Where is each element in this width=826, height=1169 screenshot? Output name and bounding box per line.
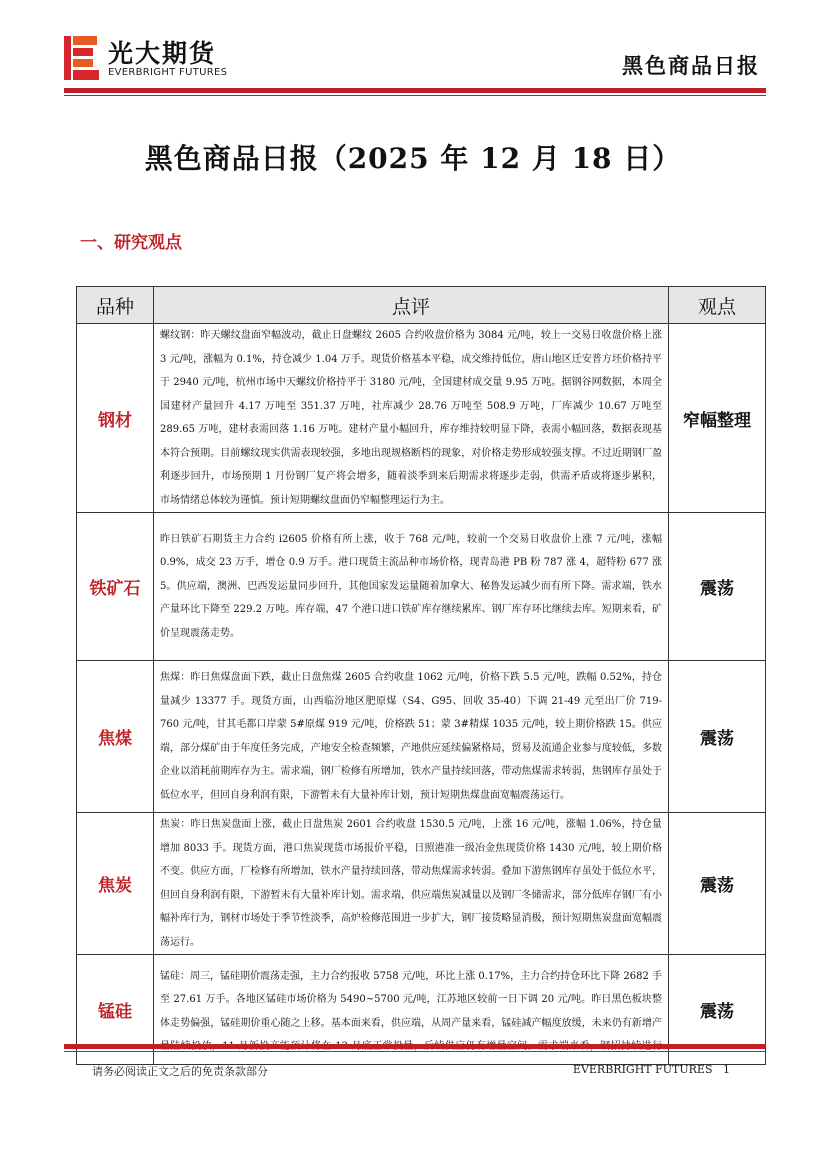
variety-comment: 螺纹钢：昨天螺纹盘面窄幅波动，截止日盘螺纹 2605 合约收盘价格为 3084 元/吨，较上一交易日收盘价格上涨 3 元/吨，涨幅为 0.1%，持仓减少 1.04 万手。现货价格基本平稳，成交维持低位，唐山地区迁安普方坯价格持平于 2940 元/吨，杭州市场中天螺纹价格持平于 3180 元/吨，全国建材成交量 9.95 万吨。据钢谷网数据，本周全国建材产量回升 4.17 万吨至 351.37 万吨，社库减少 28.76 万吨至 508.9 万吨，厂库减少 10.67 万吨至 289.65 万吨，建材表需回落 1.16 万吨。建材产量小幅回升，库存维持较明显下降，表需小幅回落，数据表现基本符合预期。目前螺纹现实供需表现较强，多地出现规格断档的现象，对价格走势形成较强支撑。不过近期钢厂盈利逐步回升，市场预期 1 月份钢厂复产将会增多，随着淡季到来后期需求将逐步走弱，供需矛盾或将逐步累积，市场情绪总体较为谨慎。预计短期螺纹盘面仍窄幅整理运行为主。	[154, 324, 669, 513]
variety-name: 铁矿石	[77, 513, 154, 661]
variety-comment: 焦炭：昨日焦炭盘面上涨，截止日盘焦炭 2601 合约收盘 1530.5 元/吨，上涨 16 元/吨，涨幅 1.06%，持仓量增加 8033 手。现货方面，港口焦炭现货市场报价平稳，日照港准一级冶金焦现货价格 1430 元/吨，较上期价格不变。供应方面，厂检修有所增加，铁水产量持续回落，带动焦煤需求转弱。叠加下游焦钢库存虽处于低位水平，但回自身利润有限，下游暂未有大量补库计划。需求端，供应端焦炭减量以及钢厂冬储需求，部分低库存钢厂有小幅补库行为，钢材市场处于季节性淡季，高炉检修范围进一步扩大，钢厂接货略显消极，预计短期焦炭盘面宽幅震荡运行。	[154, 813, 669, 955]
footer-brand-page	[573, 1063, 730, 1076]
variety-view: 震荡	[669, 955, 766, 1065]
column-header-variety: 品种	[77, 287, 154, 324]
everbright-logo-icon	[64, 36, 100, 80]
footer-divider	[64, 1044, 766, 1049]
page-header	[0, 0, 826, 100]
research-views-table	[76, 286, 766, 1065]
section-heading: 一、研究观点	[80, 233, 182, 253]
page-number: 1	[723, 1063, 730, 1076]
footer-brand: EVERBRIGHT FUTURES	[572, 1063, 713, 1076]
column-header-view: 观点	[669, 287, 766, 324]
variety-comment: 昨日铁矿石期货主力合约 i2605 价格有所上涨，收于 768 元/吨，较前一个交易日收盘价上涨 7 元/吨，涨幅 0.9%，成交 23 万手，增仓 0.9 万手。港口现货主流品种市场价格，现青岛港 PB 粉 787 涨 4，超特粉 677 涨 5。供应端，澳洲、巴西发运量同步回升，其他国家发运量随着加拿大、秘鲁发运减少而有所下降。需求端，铁水产量环比下降至 229.2 万吨。库存端，47 个港口进口铁矿库存继续累库、钢厂库存环比继续去库。短期来看，矿价呈现震荡走势。	[154, 513, 669, 661]
table-row	[77, 813, 766, 955]
logo-text-en: EVERBRIGHT FUTURES	[108, 67, 228, 78]
page-title: 黑色商品日报（2025 年 12 月 18 日）	[144, 142, 682, 175]
report-name: 黑色商品日报	[622, 54, 760, 78]
variety-comment: 焦煤：昨日焦煤盘面下跌，截止日盘焦煤 2605 合约收盘 1062 元/吨，价格下跌 5.5 元/吨，跌幅 0.52%，持仓量减少 13377 手。现货方面，山西临汾地区肥原煤（S4、G95、回收 35-40）下调 21-49 元至出厂价 719-760 元/吨，甘其毛都口岸蒙 5#原煤 919 元/吨，价格跌 51；蒙 3#精煤 1035 元/吨，较上期价格跌 15。供应端，部分煤矿由于年度任务完成，产地安全检查频繁，产地供应延续偏紧格局，贸易及流通企业参与度较低，多数企业以消耗前期库存为主。需求端，钢厂检修有所增加，铁水产量持续回落，带动焦煤需求转弱，焦钢库存虽处于低位水平，但回自身利润有限，下游暂未有大量补库计划，预计短期焦煤盘面宽幅震荡运行。	[154, 661, 669, 813]
variety-name: 锰硅	[77, 955, 154, 1065]
table-row	[77, 513, 766, 661]
variety-view: 震荡	[669, 661, 766, 813]
column-header-comment: 点评	[154, 287, 669, 324]
variety-name: 钢材	[77, 324, 154, 513]
header-divider-thin	[64, 95, 766, 96]
footer-disclaimer: 请务必阅读正文之后的免责条款部分	[92, 1065, 268, 1078]
header-divider	[64, 88, 766, 93]
variety-name: 焦煤	[77, 661, 154, 813]
variety-view: 震荡	[669, 513, 766, 661]
table-row	[77, 661, 766, 813]
table-header-row	[77, 287, 766, 324]
table-row	[77, 324, 766, 513]
variety-name: 焦炭	[77, 813, 154, 955]
variety-comment: 锰硅：周三，锰硅期价震荡走强，主力合约报收 5758 元/吨，环比上涨 0.17%，主力合约持仓环比下降 2682 手至 27.61 万手。各地区锰硅市场价格为 5490~5700 元/吨，江苏地区较前一日下调 20 元/吨。昨日黑色板块整体走势偏强，锰硅期价重心随之上移。基本面来看，供应端，从周产量来看，锰硅减产幅度放缓，未来仍有新增产	[160, 970, 662, 1029]
logo-text-cn: 光大期货	[108, 39, 217, 68]
variety-view: 震荡	[669, 813, 766, 955]
variety-view: 窄幅整理	[669, 324, 766, 513]
footer-divider-thin	[64, 1051, 766, 1052]
